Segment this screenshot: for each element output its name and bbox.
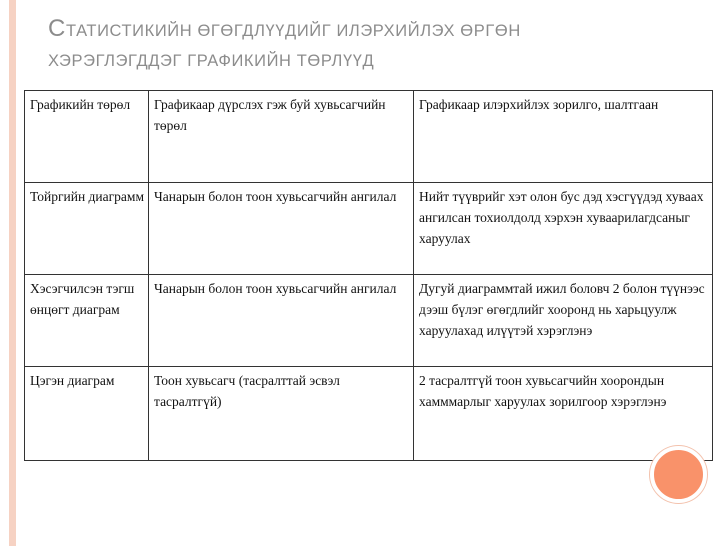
- cell-text: Чанарын болон тоон хувьсагчийн ангилал: [154, 281, 397, 296]
- cell-text: Тойргийн диаграмм: [30, 189, 144, 204]
- table-cell: [414, 91, 713, 183]
- left-accent-border: [9, 0, 16, 546]
- table-cell: [414, 183, 713, 275]
- table-cell: [149, 367, 414, 461]
- cell-text: Графикийн төрөл: [30, 97, 131, 112]
- cell-text: Графикаар илэрхийлэх зорилго, шалтгаан: [419, 97, 659, 112]
- table-cell: [25, 275, 149, 367]
- table-cell: [25, 183, 149, 275]
- cell-text: Цэгэн диаграм: [30, 373, 115, 388]
- cell-text: Дугуй диаграммтай ижил боловч 2 болон түүнээс дээш бүлэг өгөгдлийг хооронд нь харьцуулж харуулахад илүүтэй хэрэглэнэ: [419, 281, 705, 338]
- table-cell: [414, 275, 713, 367]
- table-row: [25, 183, 713, 275]
- slide-title: СТАТИСТИКИЙН ӨГӨГДЛҮҮДИЙГ ИЛЭРХИЙЛЭХ ӨРГӨН ХЭРЭГЛЭГДДЭГ ГРАФИКИЙН ТӨРЛҮҮД: [48, 15, 521, 70]
- cell-text: Чанарын болон тоон хувьсагчийн ангилал: [154, 189, 397, 204]
- table-row: [25, 275, 713, 367]
- table-cell: [25, 91, 149, 183]
- cell-text: Тоон хувьсагч (тасралттай эсвэл тасралтгүй): [154, 373, 340, 409]
- table-cell: [149, 91, 414, 183]
- cell-text: Графикаар дүрслэх гэж буй хувьсагчийн төрөл: [154, 97, 386, 133]
- table-cell: [149, 183, 414, 275]
- cell-text: 2 тасралтгүй тоон хувьсагчийн хоорондын хамммарлыг харуулах зорилгоор хэрэглэнэ: [419, 373, 667, 409]
- table-cell: [25, 367, 149, 461]
- table-header-row: [25, 91, 713, 183]
- cell-text: Хэсэгчилсэн тэгш өнцөгт диаграм: [30, 281, 135, 317]
- table-cell: [149, 275, 414, 367]
- cell-text: Нийт түүврийг хэт олон бус дэд хэсгүүдэд хуваах ангилсан тохиолдолд хэрхэн хуваарилагдсаныг харуулах: [419, 189, 704, 246]
- table-row: [25, 367, 713, 461]
- table-cell: [414, 367, 713, 461]
- decorative-circle: [650, 446, 707, 503]
- chart-types-table: [24, 90, 713, 461]
